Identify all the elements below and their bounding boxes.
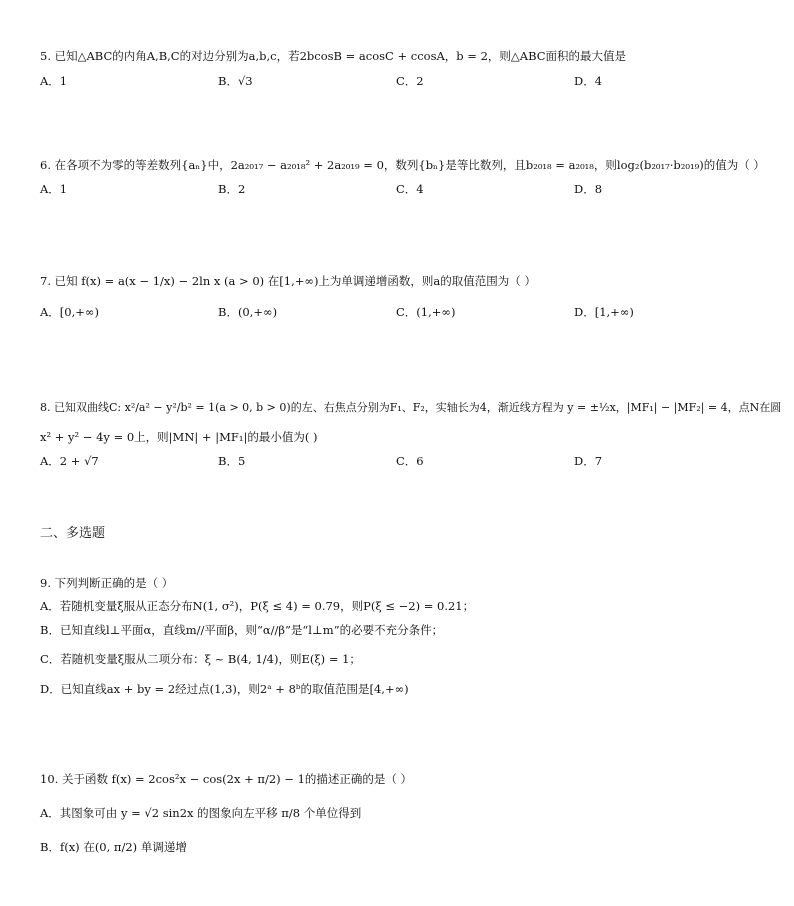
section-title-multiple-choice: 二、多选题	[40, 526, 106, 541]
question-5-stem: 5. 已知△ABC的内角A,B,C的对边分别为a,b,c，若2bcosB = acosC + ccosA，b = 2，则△ABC面积的最大值是	[40, 49, 627, 63]
q6-option-a: A．1	[40, 182, 68, 196]
q8-option-c: C．6	[396, 454, 424, 468]
q8-option-a: A．2 + √7	[40, 454, 99, 468]
q6-option-b: B．2	[218, 182, 246, 196]
q5-option-c: C．2	[396, 74, 424, 88]
q7-option-d: D．[1,+∞)	[574, 305, 634, 319]
question-8-stem-line2: x² + y² − 4y = 0上，则|MN| + |MF₁|的最小值为( )	[40, 430, 318, 444]
q5-option-b: B．√3	[218, 74, 253, 88]
q9-option-d: D．已知直线ax + by = 2经过点(1,3)，则2ᵃ + 8ᵇ的取值范围是[4,+∞)	[40, 682, 409, 696]
q7-option-a: A．[0,+∞)	[40, 305, 99, 319]
q8-option-d: D．7	[574, 454, 603, 468]
question-10-stem: 10. 关于函数 f(x) = 2cos²x − cos(2x + π/2) − 1的描述正确的是（ ）	[40, 772, 413, 786]
q9-option-c: C．若随机变量ξ服从二项分布：ξ ~ B(4, 1/4)，则E(ξ) = 1；	[40, 652, 361, 666]
q5-option-d: D．4	[574, 74, 603, 88]
q7-option-b: B．(0,+∞)	[218, 305, 278, 319]
q5-option-a: A．1	[40, 74, 68, 88]
q8-option-b: B．5	[218, 454, 246, 468]
question-9-stem: 9. 下列判断正确的是（ ）	[40, 576, 174, 590]
q7-option-c: C．(1,+∞)	[396, 305, 456, 319]
question-7-stem: 7. 已知 f(x) = a(x − 1/x) − 2ln x (a > 0) 在[1,+∞)上为单调递增函数，则a的取值范围为（ ）	[40, 274, 536, 288]
question-8-stem-line1: 8. 已知双曲线C: x²/a² − y²/b² = 1(a > 0, b > 0)的左、右焦点分别为F₁、F₂，实轴长为4，渐近线方程为 y = ±½x，|MF₁| − |MF₂| = 4，点N在圆	[40, 401, 782, 414]
q6-option-c: C．4	[396, 182, 424, 196]
q10-option-b: B．f(x) 在(0, π/2) 单调递增	[40, 840, 187, 854]
q9-option-a: A．若随机变量ξ服从正态分布N(1, σ²)，P(ξ ≤ 4) = 0.79，则P(ξ ≤ −2) = 0.21；	[40, 599, 475, 613]
q9-option-b: B．已知直线l⊥平面α，直线m//平面β，则“α//β”是“l⊥m”的必要不充分条件；	[40, 623, 444, 637]
q10-option-a: A．其图象可由 y = √2 sin2x 的图象向左平移 π/8 个单位得到	[40, 806, 362, 820]
question-6-stem: 6. 在各项不为零的等差数列{aₙ}中，2a₂₀₁₇ − a₂₀₁₈² + 2a₂₀₁₉ = 0，数列{bₙ}是等比数列，且b₂₀₁₈ = a₂₀₁₈，则log₂(b₂₀₁₇·b₂₀₁₉)的值为（ ）	[40, 158, 765, 172]
q6-option-d: D．8	[574, 182, 603, 196]
